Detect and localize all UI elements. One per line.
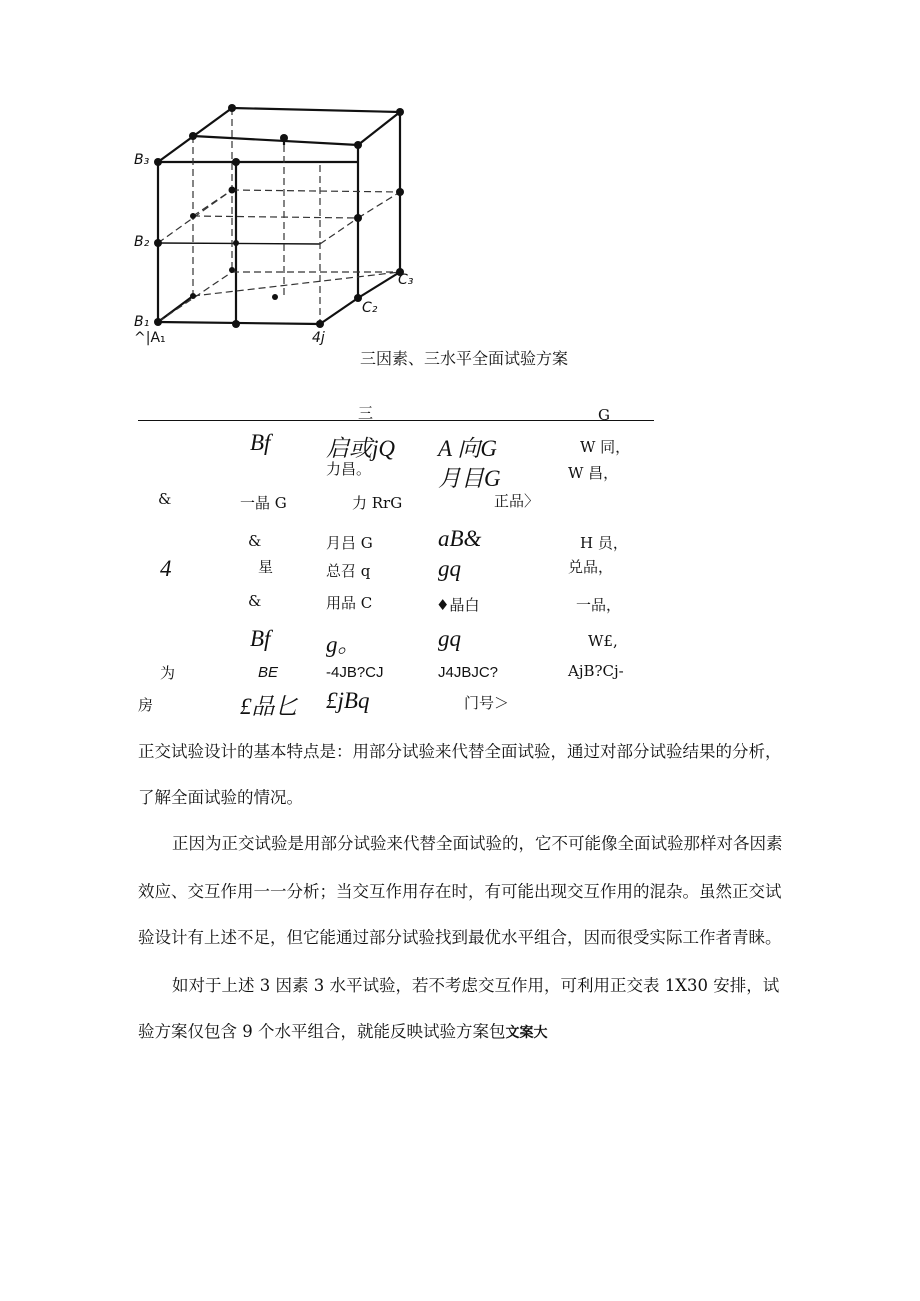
cell-r4c3: 总召 q	[326, 562, 371, 580]
paragraph-2-line-1: 正因为正交试验是用部分试验来代替全面试验的，它不可能像全面试验那样对各因素	[172, 834, 783, 853]
cell-r1c4: A 向G	[438, 436, 497, 461]
label-b3: B₃	[134, 152, 150, 168]
cell-r4c2: 星	[258, 558, 274, 576]
cell-r7c1: 为	[160, 664, 176, 682]
cell-r6c2: Bf	[250, 626, 271, 651]
cell-r2c1: &	[158, 490, 172, 508]
cell-r2c3: 力 RrG	[352, 494, 403, 512]
table-header-mid: 三	[358, 404, 374, 422]
cell-r8c3: £jBq	[326, 688, 370, 713]
label-a1: ^|A₁	[134, 330, 166, 346]
cell-r7c3: -4JB?CJ	[326, 664, 384, 681]
cell-r7c5: AjB?Cj-	[568, 662, 624, 680]
table-rule	[138, 420, 654, 421]
cell-r6c4: gq	[438, 626, 461, 651]
label-b2: B₂	[134, 234, 150, 250]
cell-r8c4: 门号＞	[464, 694, 510, 712]
cell-r5c4: ♦晶白	[436, 596, 480, 614]
cell-r1c5: W 同，	[580, 438, 631, 456]
figure-caption: 三因素、三水平全面试验方案	[360, 349, 569, 368]
label-b1: B₁	[134, 314, 150, 330]
cell-r5c5: 一品，	[576, 596, 622, 614]
cell-r6c5: W£,	[588, 632, 618, 650]
paragraph-2-line-3: 验设计有上述不足，但它能通过部分试验找到最优水平组合，因而很受实际工作者青睐。	[138, 928, 782, 947]
cell-r3c2: &	[248, 532, 262, 550]
cell-r5c3: 用品 C	[326, 594, 373, 612]
paragraph-3-line-2	[138, 1018, 818, 1042]
cell-r1c3b: 力昌。	[326, 460, 372, 478]
cell-r1c3: 启或jQ	[326, 436, 395, 461]
cell-r8c1: 房	[138, 696, 154, 714]
paragraph-3-line-1: 如对于上述 3 因素 3 水平试验，若不考虑交互作用，可利用正交表 1X30 安排，试	[172, 976, 780, 995]
cell-r3c3: 月吕 G	[326, 534, 373, 552]
paragraph-1-line-1: 正交试验设计的基本特点是：用部分试验来代替全面试验，通过对部分试验结果的分析，	[138, 742, 782, 761]
cell-r8c2: £品匕	[240, 694, 298, 719]
label-c2: C₂	[362, 300, 378, 316]
cell-r4c5: 兑品，	[568, 558, 614, 576]
watermark-text: 文案大	[505, 1025, 548, 1041]
cell-r2c2: 一晶 G	[240, 494, 287, 512]
paragraph-1-line-2: 了解全面试验的情况。	[138, 788, 303, 807]
cell-r2c4: 正品〉	[494, 492, 540, 510]
cell-r3c4: aB&	[438, 526, 482, 551]
cell-r7c4: J4JBJC?	[438, 664, 499, 681]
cell-r6c3: g。	[326, 632, 361, 657]
full-factorial-cube-diagram	[128, 96, 428, 356]
cell-r7c2: BE	[258, 664, 279, 681]
table-header-right: G	[598, 406, 610, 424]
cell-r5c2: &	[248, 592, 262, 610]
label-c3: C₃	[398, 272, 414, 288]
cell-r4c4: gq	[438, 556, 461, 581]
cell-r4c1: 4	[160, 556, 172, 581]
paragraph-3-text: 验方案仅包含 9 个水平组合，就能反映试验方案包	[138, 1022, 506, 1041]
label-a2: 4j	[312, 330, 325, 346]
cell-r1c5b: W 昌，	[568, 464, 619, 482]
cell-r1c2: Bf	[250, 430, 271, 455]
cell-r1c4b: 月目G	[438, 466, 501, 491]
paragraph-2-line-2: 效应、交互作用一一分析；当交互作用存在时，有可能出现交互作用的混杂。虽然正交试	[138, 882, 782, 901]
cell-r3c5: H 员，	[580, 534, 628, 552]
